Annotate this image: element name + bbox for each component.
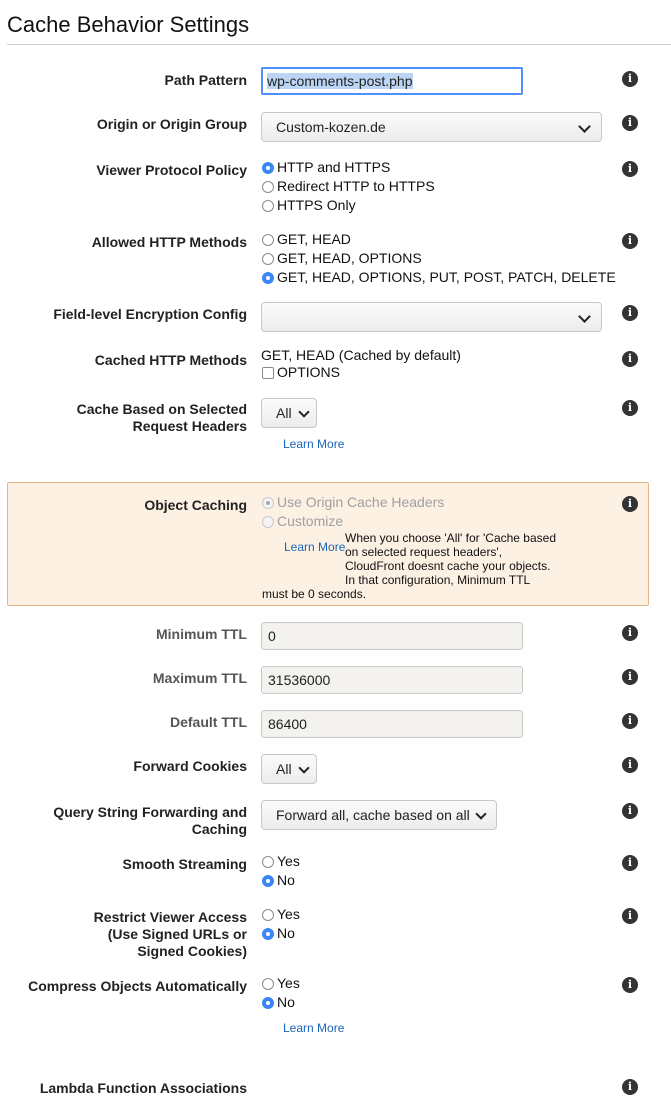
forward-cookies-select[interactable]	[261, 754, 317, 784]
radio-selected-icon[interactable]	[262, 928, 274, 940]
option-label: Yes	[277, 906, 300, 922]
object-caching-note-line: on selected request headers',	[345, 545, 503, 559]
restrict-access-option[interactable]	[262, 905, 300, 924]
radio-selected-icon[interactable]	[262, 162, 274, 174]
smooth-streaming-option[interactable]	[262, 871, 295, 890]
chevron-down-icon	[578, 120, 591, 133]
object-caching-label: Object Caching	[144, 497, 247, 513]
default-ttl-label: Default TTL	[170, 714, 247, 730]
option-label: Use Origin Cache Headers	[277, 494, 445, 510]
info-icon[interactable]: i	[622, 1079, 638, 1095]
cached-methods-default: GET, HEAD (Cached by default)	[261, 347, 461, 363]
option-label: GET, HEAD, OPTIONS	[277, 250, 422, 266]
allowed-methods-option[interactable]	[262, 230, 351, 249]
max-ttl-label: Maximum TTL	[152, 670, 247, 686]
option-label: Yes	[277, 853, 300, 869]
viewer-protocol-option[interactable]	[262, 196, 356, 215]
object-caching-note-line: CloudFront doesnt cache your objects.	[345, 559, 551, 573]
info-icon[interactable]: i	[622, 908, 638, 924]
radio-icon[interactable]	[262, 978, 274, 990]
info-icon[interactable]: i	[622, 977, 638, 993]
page-title: Cache Behavior Settings	[7, 12, 250, 37]
option-label: Customize	[277, 513, 344, 529]
object-caching-option[interactable]	[262, 512, 343, 531]
path-pattern-value: wp-comments-post.php	[267, 73, 413, 89]
restrict-access-label-line2: (Use Signed URLs or	[107, 926, 247, 942]
forward-cookies-label: Forward Cookies	[133, 758, 247, 774]
option-label: No	[277, 925, 295, 941]
viewer-protocol-option[interactable]	[262, 158, 390, 177]
origin-label: Origin or Origin Group	[96, 116, 247, 132]
compress-option[interactable]	[262, 993, 295, 1012]
learn-more-link[interactable]: Learn More	[284, 540, 346, 554]
cached-methods-options[interactable]	[262, 363, 340, 382]
info-icon[interactable]: i	[622, 71, 638, 87]
allowed-methods-option[interactable]	[262, 268, 616, 287]
radio-icon[interactable]	[262, 200, 274, 212]
query-string-select[interactable]	[261, 800, 497, 830]
radio-icon[interactable]	[262, 909, 274, 921]
lambda-label: Lambda Function Associations	[39, 1080, 247, 1096]
object-caching-option[interactable]	[262, 493, 444, 512]
info-icon[interactable]: i	[622, 305, 638, 321]
forward-cookies-value: All	[276, 761, 292, 777]
learn-more-link[interactable]: Learn More	[283, 1021, 345, 1035]
compress-label: Compress Objects Automatically	[28, 978, 247, 994]
max-ttl-input[interactable]	[261, 666, 523, 694]
info-icon[interactable]: i	[622, 713, 638, 729]
viewer-protocol-label: Viewer Protocol Policy	[96, 162, 247, 178]
option-label: Redirect HTTP to HTTPS	[277, 178, 435, 194]
origin-value: Custom-kozen.de	[276, 119, 386, 135]
info-icon[interactable]: i	[622, 855, 638, 871]
radio-icon[interactable]	[262, 234, 274, 246]
restrict-access-label-line1: Restrict Viewer Access	[93, 909, 247, 925]
default-ttl-value: 86400	[268, 716, 307, 732]
radio-icon[interactable]	[262, 856, 274, 868]
cache-headers-value: All	[276, 405, 292, 421]
default-ttl-input[interactable]	[261, 710, 523, 738]
object-caching-note-line: In that configuration, Minimum TTL	[345, 573, 531, 587]
radio-icon[interactable]	[262, 181, 274, 193]
option-label: HTTPS Only	[277, 197, 356, 213]
info-icon[interactable]: i	[622, 757, 638, 773]
radio-icon[interactable]	[262, 253, 274, 265]
info-icon[interactable]: i	[622, 115, 638, 131]
object-caching-note-line: When you choose 'All' for 'Cache based	[345, 531, 556, 545]
path-pattern-input[interactable]	[261, 67, 523, 95]
smooth-streaming-option[interactable]	[262, 852, 300, 871]
option-label: HTTP and HTTPS	[277, 159, 391, 175]
cache-headers-select[interactable]	[261, 398, 317, 428]
option-label: Yes	[277, 975, 300, 991]
max-ttl-value: 31536000	[268, 672, 331, 688]
chevron-down-icon	[578, 310, 591, 323]
radio-selected-icon[interactable]	[262, 875, 274, 887]
checkbox-icon[interactable]	[262, 367, 274, 379]
option-label: No	[277, 872, 295, 888]
fle-config-select[interactable]	[261, 302, 602, 332]
info-icon[interactable]: i	[622, 161, 638, 177]
info-icon[interactable]: i	[622, 233, 638, 249]
info-icon[interactable]: i	[622, 625, 638, 641]
cache-headers-label-line2: Request Headers	[132, 418, 247, 434]
chevron-down-icon	[298, 762, 309, 773]
query-string-label-line1: Query String Forwarding and	[53, 804, 247, 820]
radio-selected-icon[interactable]	[262, 272, 274, 284]
info-icon[interactable]: i	[622, 669, 638, 685]
compress-option[interactable]	[262, 974, 300, 993]
min-ttl-input[interactable]	[261, 622, 523, 650]
info-icon[interactable]: i	[622, 400, 638, 416]
chevron-down-icon	[475, 808, 486, 819]
min-ttl-label: Minimum TTL	[156, 626, 247, 642]
restrict-access-label-line3: Signed Cookies)	[137, 943, 247, 959]
path-pattern-label: Path Pattern	[164, 72, 247, 88]
query-string-label-line2: Caching	[191, 821, 247, 837]
info-icon[interactable]: i	[622, 496, 638, 512]
smooth-streaming-label: Smooth Streaming	[122, 856, 247, 872]
fle-config-label: Field-level Encryption Config	[53, 306, 247, 322]
allowed-methods-option[interactable]	[262, 249, 422, 268]
option-label: OPTIONS	[277, 364, 341, 380]
title-divider	[7, 44, 671, 45]
info-icon[interactable]: i	[622, 803, 638, 819]
radio-icon[interactable]	[262, 516, 274, 528]
info-icon[interactable]: i	[622, 351, 638, 367]
option-label: GET, HEAD, OPTIONS, PUT, POST, PATCH, DELETE	[277, 269, 616, 285]
origin-select[interactable]	[261, 112, 602, 142]
option-label: GET, HEAD	[277, 231, 351, 247]
radio-selected-icon[interactable]	[262, 997, 274, 1009]
chevron-down-icon	[298, 406, 309, 417]
radio-selected-icon[interactable]	[262, 497, 274, 509]
object-caching-note-tail: must be 0 seconds.	[262, 587, 367, 601]
learn-more-link[interactable]: Learn More	[283, 437, 345, 451]
cache-headers-label-line1: Cache Based on Selected	[76, 401, 247, 417]
query-string-value: Forward all, cache based on all	[276, 807, 470, 823]
restrict-access-option[interactable]	[262, 924, 295, 943]
min-ttl-value: 0	[268, 628, 276, 644]
option-label: No	[277, 994, 295, 1010]
cached-methods-label: Cached HTTP Methods	[94, 352, 247, 368]
viewer-protocol-option[interactable]	[262, 177, 435, 196]
allowed-methods-label: Allowed HTTP Methods	[91, 234, 247, 250]
